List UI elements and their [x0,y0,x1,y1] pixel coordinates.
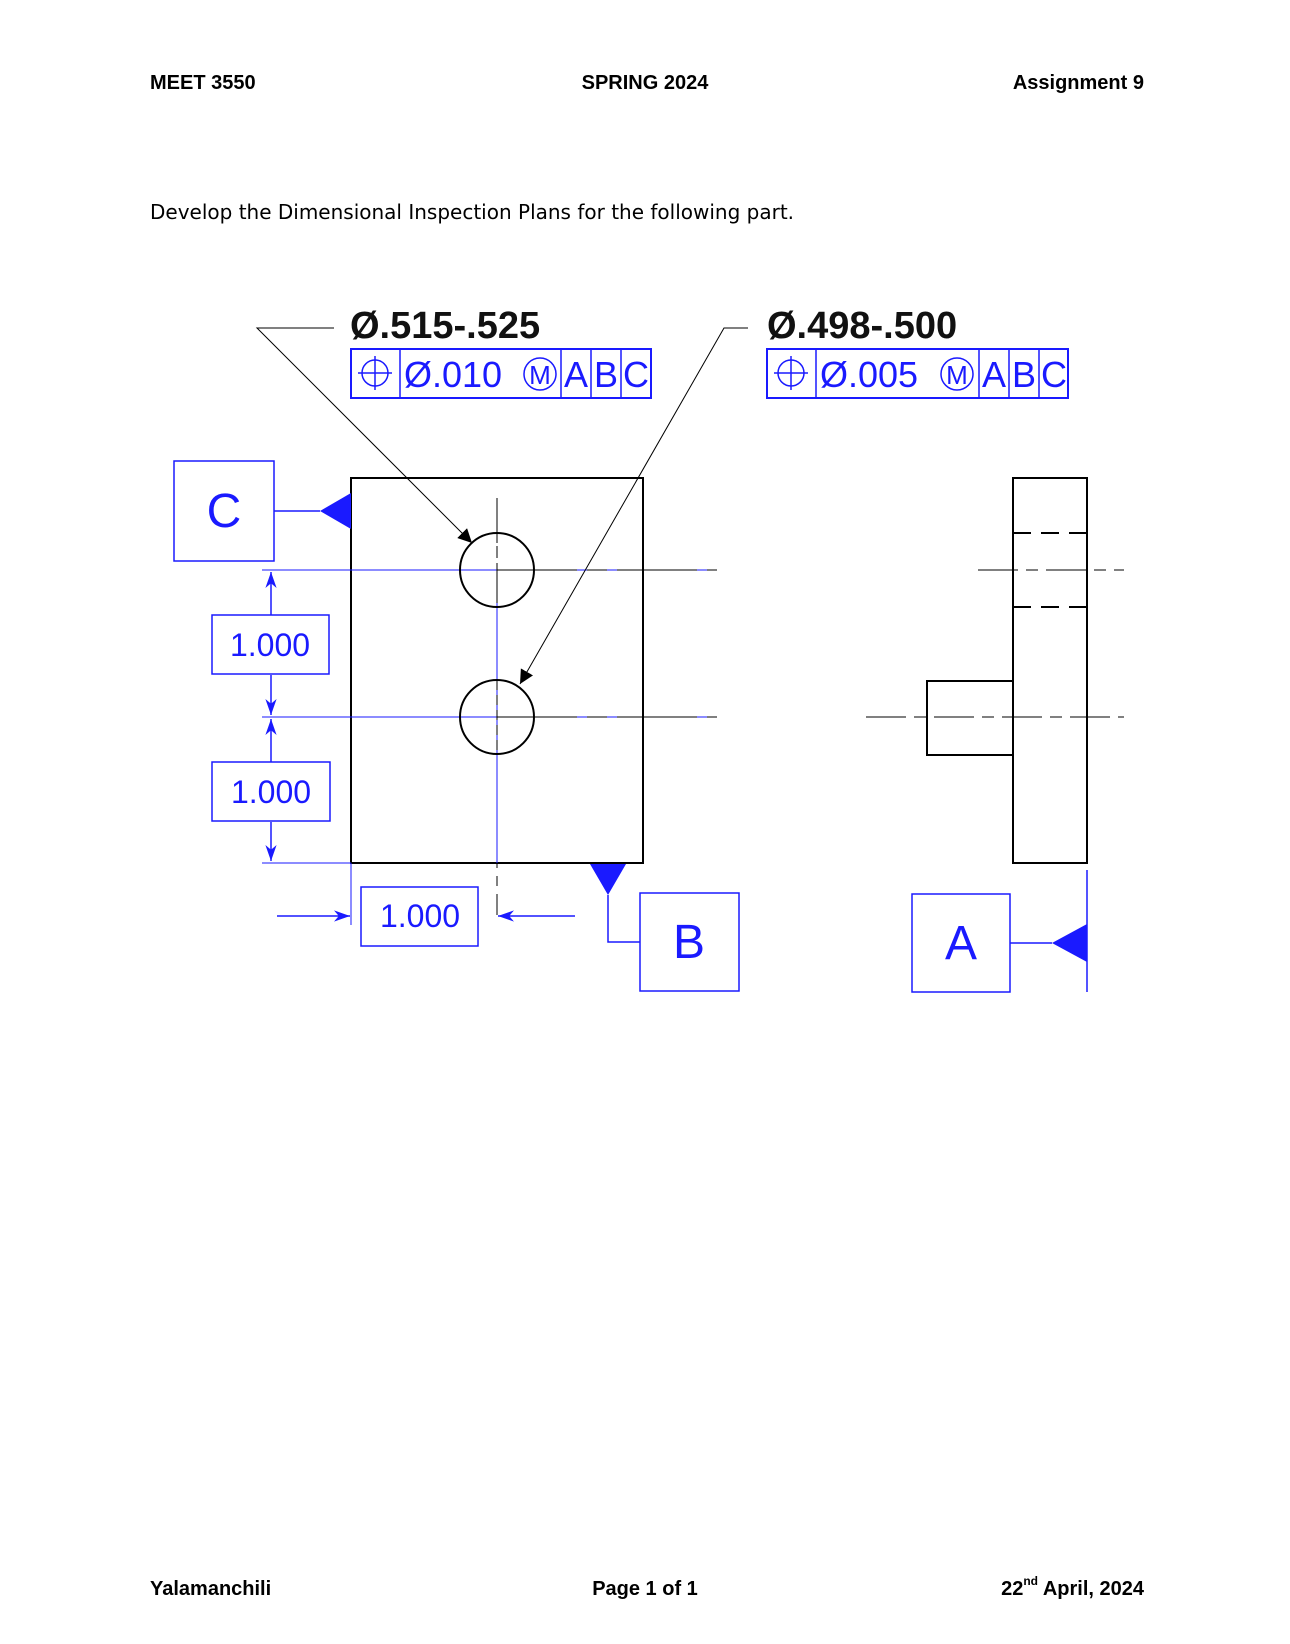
hole2-datum-b: B [1011,354,1037,395]
datum-a-triangle-icon [1052,924,1087,962]
date-suffix: nd [1023,1574,1039,1588]
position-icon [774,356,808,390]
hole1-size-note: Ø.515-.525 [350,305,541,347]
instruction-text: Develop the Dimensional Inspection Plans for the following part. [150,200,795,224]
position-icon [358,356,392,390]
hole2-tolerance: Ø.005 [820,354,919,395]
date [1001,1574,1144,1601]
datum-a-label: A [944,917,978,970]
hole-from-bottom-dimension: 1.000 [230,774,312,810]
hole2-size-note: Ø.498-.500 [767,305,958,347]
hole1-modifier: M [529,360,551,390]
hole1-datum-a: A [563,354,589,395]
front-view [262,478,717,915]
hole2-datum-c: C [1041,354,1067,395]
hole2-feature-control-frame [767,349,1068,398]
hole1-feature-control-frame [351,349,651,398]
side-plate-outline [1013,478,1087,863]
hole-from-left-dimension: 1.000 [379,898,461,934]
side-view [866,478,1124,863]
datum-b-feature-symbol [590,864,739,991]
datum-c-label: C [206,485,242,538]
side-pin-outline [927,681,1013,755]
hole2-datum-a: A [981,354,1007,395]
date-rest: April, 2024 [1038,1578,1144,1600]
hole-spacing-dimension: 1.000 [229,627,311,663]
hole2-modifier: M [946,360,968,390]
hole1-datum-b: B [593,354,619,395]
datum-b-label: B [672,916,706,969]
author: Yalamanchili [150,1578,272,1600]
date-day: 22 [1001,1578,1024,1600]
term: SPRING 2024 [581,72,709,94]
course-code: MEET 3550 [150,72,256,94]
datum-c-triangle-icon [320,493,351,529]
datum-b-triangle-icon [590,864,626,895]
datum-c-feature-symbol [174,461,351,561]
horizontal-dimension [277,863,575,946]
datum-a-feature-symbol [912,870,1087,992]
page-number: Page 1 of 1 [592,1578,698,1600]
assignment-title: Assignment 9 [1012,72,1144,94]
hole1-datum-c: C [623,354,649,395]
hole1-tolerance: Ø.010 [404,354,503,395]
